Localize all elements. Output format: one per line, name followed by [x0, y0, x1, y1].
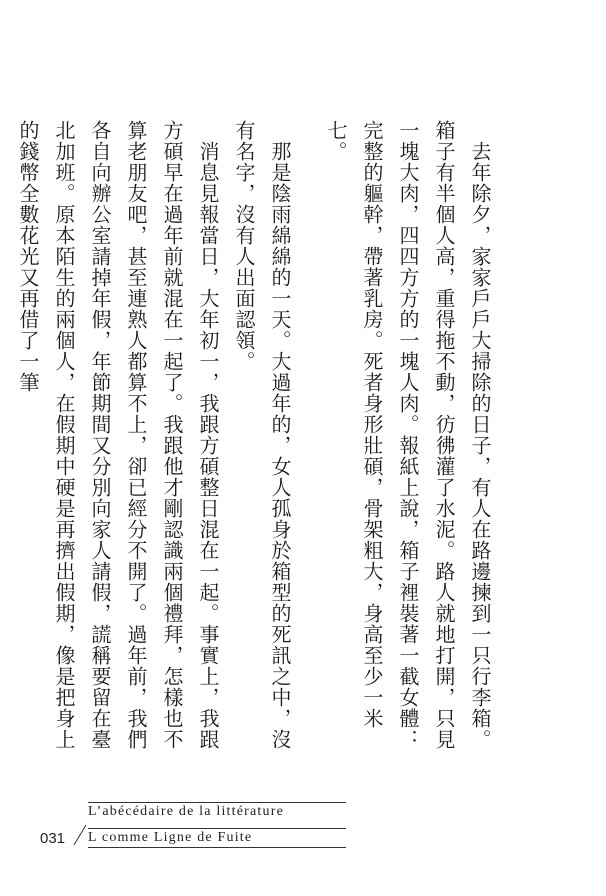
- vertical-text-body: [10, 120, 518, 760]
- chapter-title: L comme Ligne de Fuite: [88, 828, 346, 848]
- series-title: L’abécédaire de la littérature: [88, 802, 346, 820]
- page-number: 031: [40, 830, 66, 847]
- paragraph-2: 那是陰雨綿綿的一天。大過年的，女人孤身於箱型的死訊之中，沒有名字，沒有人出面認領。: [232, 120, 292, 750]
- page-footer: [40, 800, 320, 850]
- paragraph-3: 消息見報當日，大年初一，我跟方碩整日混在一起。事實上，我跟方碩早在過年前就混在一起了。我跟他才剛認識兩個禮拜，怎樣也不算老朋友吧，甚至連熟人都算不上，卻已經分不開了。過年前，我們各自向辦公室請掉年假，年節期間又分別向家人請假，謊稱要留在臺北加班。原本陌生的兩個人，在假期中硬是再擠出假期，像是把身上的錢幣全數花光又再借了一筆: [16, 120, 220, 750]
- paragraph-1: 去年除夕，家家戶戶大掃除的日子，有人在路邊揀到一只行李箱。箱子有半個人高，重得拖不動，彷彿灌了水泥。路人就地打開，只見一塊大肉，四四方方的一塊人肉。報紙上說，箱子裡裝著一截女體：完整的軀幹，帶著乳房。死者身形壯碩，骨架粗大，身高至少一米七。: [324, 120, 492, 750]
- slash-divider-icon: [73, 824, 87, 846]
